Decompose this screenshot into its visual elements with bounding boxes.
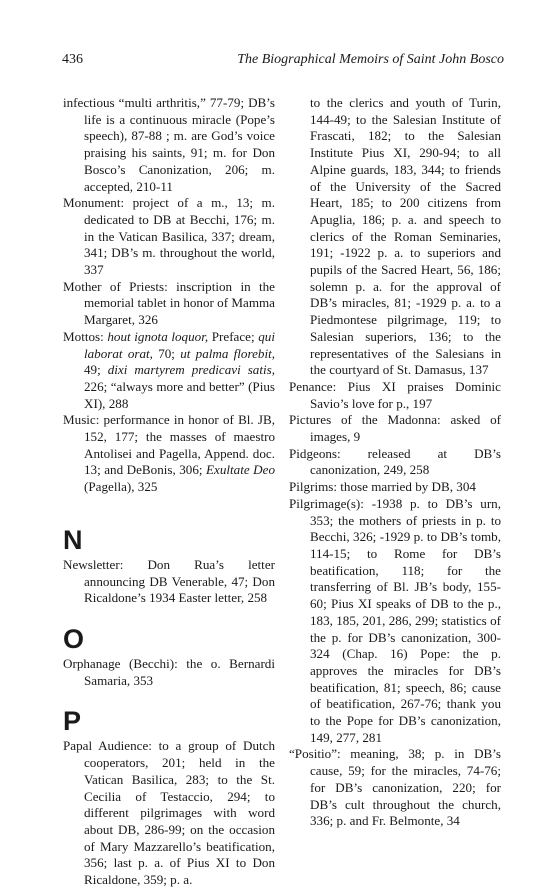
index-entry: Pilgrimage(s): -1938 p. to DB’s urn, 353; the mothers of priests in p. to Becchi, 326; -1929 p. to DB’s tomb, 114-15; to Rome for DB’s beatification, 118; for the transferring of Bl. JB’s body, 155-60; Pius XI speaks of DB to the p., 183, 185, 201, 286, 299; statistics of the p. for DB’s canonization, 300-324 (Chap. 16) Pope: the p. approves the miracles for DB’s beatification, 81; speech, 86; cause of beatification, 267-76; thank you to the Pope for DB’s canonization, 149, 277, 281: [289, 495, 501, 745]
index-entry-continued: to the clerics and youth of Turin, 144-49; to the Salesian Institute of Frascati, 182; to the Salesian Institute Pius XI, 290-94; to all Alpine guards, 183, 344; to friends of the University of the Sacred Heart, 185; to 200 citizens from Apuglia, 186; p. a. and speech to clerics of the Roman Seminaries, 191; -1922 p. a. to superiors and pupils of the Sacred Heart, 56, 186; solemn p. a. for the approval of DB’s miracles, 81; -1929 p. a. to a Piedmontese pilgrimage, 119; to Salesian superiors, 136; to the representatives of the Salesians in the courtyard of St. Damasus, 137: [310, 95, 501, 378]
entry-text: 70;: [158, 345, 175, 361]
index-entry: Pilgrims: those married by DB, 304: [289, 479, 476, 495]
index-column-right: [289, 95, 501, 830]
index-entry-mottos: [63, 329, 275, 413]
index-entry: Pictures of the Madonna: asked of images, 9: [289, 412, 501, 445]
page-number: 436: [62, 52, 83, 67]
index-entry-music: [63, 412, 275, 496]
index-entry: “Positio”: meaning, 38; p. in DB’s cause, 59; for the miracles, 74-76; for DB’s canonization, 220; for DB’s cult throughout the church, 336; p. and Fr. Belmonte, 34: [289, 746, 501, 829]
index-entry: Penance: Pius XI praises Dominic Savio’s love for p., 197: [289, 378, 501, 411]
entry-label: Mottos:: [63, 328, 104, 344]
index-entry: Pidgeons: released at DB’s canonization, 249, 258: [289, 445, 501, 478]
section-letter-o: O: [63, 623, 85, 654]
motto-latin: ut palma florebit,: [180, 345, 275, 361]
entry-text: (Pagella), 325: [84, 479, 158, 495]
running-title: The Biographical Memoirs of Saint John Bosco: [237, 52, 504, 67]
entry-text: Preface;: [211, 328, 255, 344]
entry-text: Music: performance in honor of Bl. JB, 152, 177; the masses of maestro Antolisei and Pagella, Append. doc. 13; and DeBonis, 306;: [63, 412, 275, 478]
entry-text: 49;: [84, 362, 101, 378]
motto-latin: qui laborat orat,: [84, 328, 275, 361]
index-entry: Orphanage (Becchi): the o. Bernardi Samaria, 353: [63, 655, 275, 688]
page-header: [62, 52, 504, 72]
work-title: Exultate Deo: [206, 462, 275, 478]
section-letter-n: N: [63, 524, 83, 555]
index-entry: Papal Audience: to a group of Dutch cooperators, 201; held in the Vatican Basilica, 283; to the St. Cecilia of Testaccio, 294; to different pilgrimages with word about DB, 286-99; on the occasion of Mary Mazzarello’s beatification, 356; last p. a. of Pius XI to Don Ricaldone, 359; p. a.: [63, 738, 275, 888]
index-column-left: [63, 95, 275, 889]
motto-latin: hout ignota loquor,: [107, 328, 209, 344]
index-entry: Newsletter: Don Rua’s letter announcing DB Venerable, 47; Don Ricaldone’s 1934 Easter letter, 258: [63, 556, 275, 606]
index-entry: infectious “multi arthritis,” 77-79; DB’s life is a continuous miracle (Pope’s speech), 87-88 ; m. are God’s voice praising his saints, 91; m. for Don Bosco’s Canonization, 206; m. accepted, 210-11: [63, 95, 275, 194]
index-entry: Monument: project of a m., 13; m. dedicated to DB at Becchi, 176; m. in the Vatican Basilica, 337; dream, 341; DB’s m. throughout the world, 337: [63, 195, 275, 278]
index-entry: Mother of Priests: inscription in the memorial tablet in honor of Mamma Margaret, 326: [63, 278, 275, 328]
entry-text: 226; “always more and better” (Pius XI), 288: [84, 378, 275, 411]
motto-latin: dixi martyrem predicavi satis,: [107, 362, 275, 378]
section-letter-p: P: [63, 706, 82, 737]
